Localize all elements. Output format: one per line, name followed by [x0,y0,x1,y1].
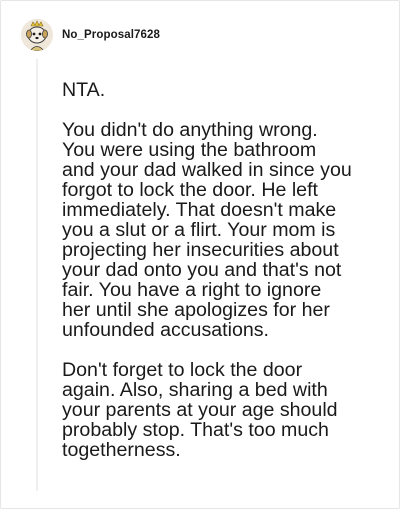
comment-line: and your dad walked in since you [62,159,352,181]
comment-line: probably stop. That's too much [62,419,329,441]
comment-line: unfounded accusations. [62,319,269,341]
comment-line: fair. You have a right to ignore [62,279,322,301]
comment-paragraph [62,120,392,340]
comment-line: immediately. That doesn't make [62,199,337,221]
comment-line: You were using the bathroom [62,139,317,161]
avatar[interactable] [21,19,53,51]
comment-line: NTA. [62,79,106,101]
comment-line: forgot to lock the door. He left [62,179,318,201]
comment-paragraph [62,80,392,100]
comment-paragraph [62,360,392,460]
comment-line: her until she apologizes for her [62,299,330,321]
comment-line: projecting her insecurities about [62,239,339,261]
snoo-avatar-icon [21,19,53,51]
comment-line: your dad onto you and that's not [62,259,342,281]
comment-line: You didn't do anything wrong. [62,119,318,141]
comment-line: your parents at your age should [62,399,338,421]
comment-header [21,15,160,55]
thread-line[interactable] [36,59,38,491]
comment-body [62,80,392,480]
comment-line: you a slut or a flirt. Your mom is [62,219,336,241]
comment-line: Don't forget to lock the door [62,359,303,381]
username[interactable]: No_Proposal7628 [62,29,161,41]
comment-line: again. Also, sharing a bed with [62,379,328,401]
comment-line: togetherness. [62,439,181,461]
